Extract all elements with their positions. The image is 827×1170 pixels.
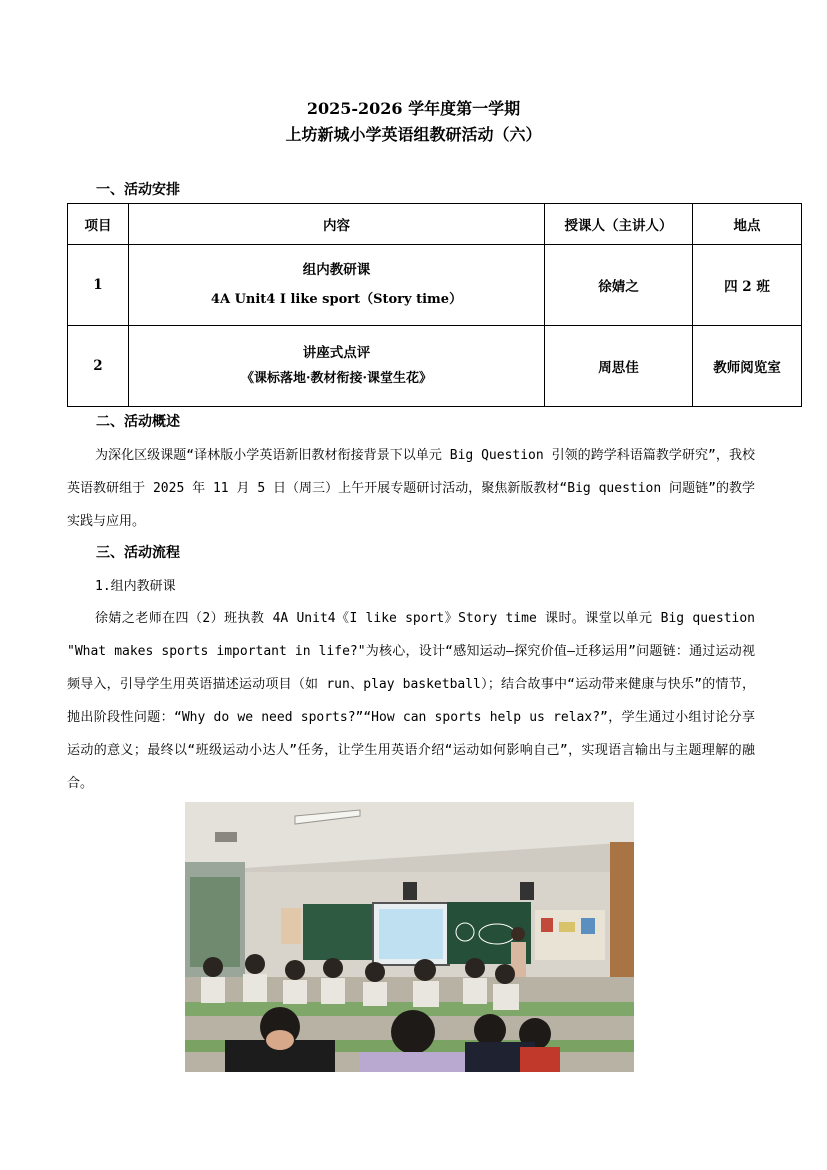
content-subtitle: 4A Unit4 I like sport（Story time）: [210, 292, 463, 307]
row-speaker: 周思佳: [545, 326, 693, 407]
row-place: 四 2 班: [693, 245, 802, 326]
column-header: 地点: [693, 204, 802, 245]
document-title-line2: 上坊新城小学英语组教研活动（六）: [285, 125, 542, 144]
table-row: [68, 245, 802, 326]
row-number: 1: [68, 245, 129, 326]
row-number: 2: [68, 326, 129, 407]
activity-table: [67, 203, 802, 407]
content-title: 讲座式点评: [302, 345, 371, 361]
column-header: 内容: [129, 204, 545, 245]
section3-paragraph: 徐婧之老师在四（2）班执教 4A Unit4《I like sport》Story time 课时。课堂以单元 Big question "What makes sports important in life?"为核心，设计“感知运动—探究价值—迁移运用”问题链：通过运动视频导入，引导学生用英语描述运动项目（如 run、play basketball）；结合故事中“运动带来健康与快乐”的情节，抛出阶段性问题：“Why do we need sports?”“How can sports help us relax?”，学生通过小组讨论分享运动的意义；最终以“班级运动小达人”任务，让学生用英语介绍“运动如何影响自己”，实现语言输出与主题理解的融合。: [67, 611, 755, 791]
section3-subheading: 1.组内教研课: [95, 579, 176, 594]
row-content: [129, 245, 545, 326]
content-subtitle: 《课标落地·教材衔接·课堂生花》: [240, 371, 433, 386]
column-header: 授课人（主讲人）: [545, 204, 693, 245]
table-header-row: [68, 204, 802, 245]
section1-heading: 一、活动安排: [96, 182, 180, 198]
row-place: 教师阅览室: [693, 326, 802, 407]
column-header: 项目: [68, 204, 129, 245]
row-speaker: 徐婧之: [545, 245, 693, 326]
document-title-line1: 2025-2026 学年度第一学期: [306, 99, 521, 118]
table-row: [68, 326, 802, 407]
section3-heading: 三、活动流程: [96, 545, 180, 561]
classroom-photo-illustration: [185, 802, 634, 1072]
classroom-photo: [185, 802, 634, 1072]
section2-heading: 二、活动概述: [96, 414, 180, 430]
section2-paragraph: 为深化区级课题“译林版小学英语新旧教材衔接背景下以单元 Big Question 引领的跨学科语篇教学研究”，我校英语教研组于 2025 年 11 月 5 日（周三）上午开展专题研讨活动，聚焦新版教材“Big question 问题链”的教学实践与应用。: [67, 448, 755, 529]
content-title: 组内教研课: [302, 262, 371, 278]
row-content: [129, 326, 545, 407]
